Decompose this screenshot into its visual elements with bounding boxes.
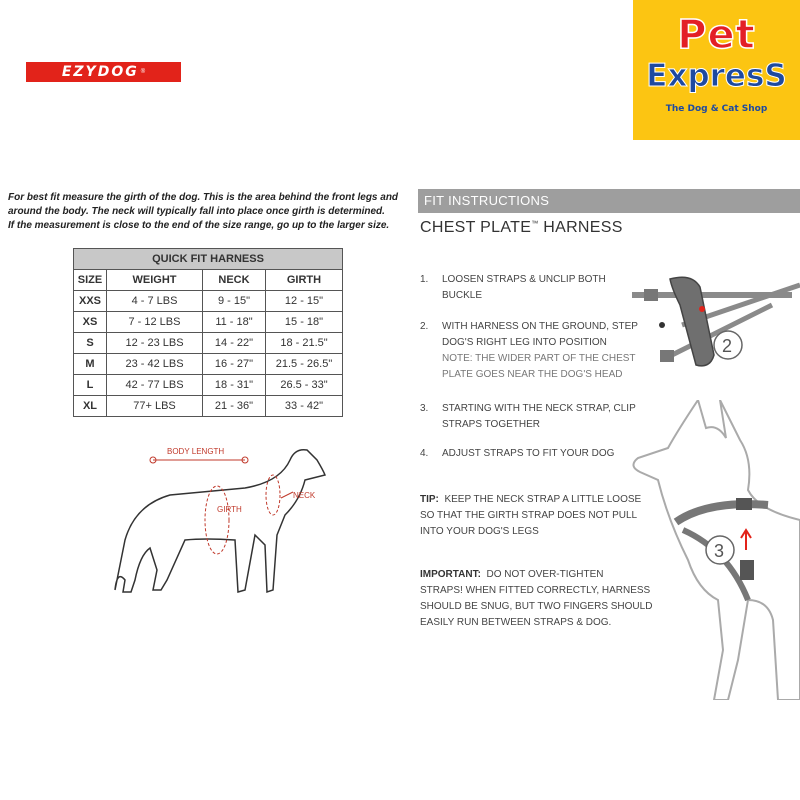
col-header-weight: WEIGHT [107, 270, 203, 291]
cell-neck: 16 - 27" [203, 354, 266, 375]
dog-harness-step3-illustration [628, 400, 800, 700]
cell-weight: 42 - 77 LBS [107, 375, 203, 396]
important-line: EASILY RUN BETWEEN STRAPS & DOG. [420, 617, 612, 628]
fit-instructions-bar [418, 189, 800, 213]
registered-mark: ® [140, 69, 146, 75]
step-line: STARTING WITH THE NECK STRAP, CLIP [442, 403, 636, 414]
step3-badge-number: 3 [714, 541, 725, 561]
step-line: ADJUST STRAPS TO FIT YOUR DOG [442, 448, 615, 459]
step-line: BUCKLE [442, 290, 483, 301]
title-main: CHEST PLATE [420, 219, 532, 236]
important-line: SHOULD BE SNUG, BUT TWO FINGERS SHOULD [420, 601, 653, 612]
step-2 [420, 319, 640, 387]
table-title: QUICK FIT HARNESS [74, 249, 343, 270]
buckle [736, 498, 752, 510]
tip-line: INTO YOUR DOG'S LEGS [420, 526, 539, 537]
cell-size: XL [74, 396, 107, 417]
col-header-neck: NECK [203, 270, 266, 291]
step-line: DOG'S RIGHT LEG INTO POSITION [442, 337, 607, 348]
cell-girth: 33 - 42" [266, 396, 343, 417]
chest-plate-title [420, 219, 623, 237]
important-label: IMPORTANT: [420, 569, 481, 580]
cell-weight: 4 - 7 LBS [107, 291, 203, 312]
cell-girth: 18 - 21.5" [266, 333, 343, 354]
tip-line: KEEP THE NECK STRAP A LITTLE LOOSE [444, 494, 642, 505]
pet-express-badge [633, 0, 800, 140]
cell-neck: 11 - 18" [203, 312, 266, 333]
cell-neck: 18 - 31" [203, 375, 266, 396]
cell-size: S [74, 333, 107, 354]
cell-size: XS [74, 312, 107, 333]
table-row [74, 396, 343, 417]
cell-weight: 12 - 23 LBS [107, 333, 203, 354]
ezydog-logo [26, 62, 181, 82]
tip-text [420, 492, 641, 540]
tip-label: TIP: [420, 494, 439, 505]
intro-line: If the measurement is close to the end of the size range, go up to the larger size. [8, 220, 390, 231]
step-1 [420, 272, 620, 306]
step-number: 2. [420, 321, 429, 332]
girth-label: GIRTH [217, 505, 242, 514]
step-3 [420, 401, 640, 435]
quick-fit-size-table [73, 248, 343, 417]
cell-neck: 21 - 36" [203, 396, 266, 417]
fit-instructions-label: FIT INSTRUCTIONS [424, 193, 550, 208]
col-header-girth: GIRTH [266, 270, 343, 291]
pet-express-name-line2: ExpresS [646, 58, 787, 94]
cell-size: M [74, 354, 107, 375]
table-row [74, 333, 343, 354]
col-header-size: SIZE [74, 270, 107, 291]
dog-outline-left [115, 450, 325, 592]
step-number: 3. [420, 403, 429, 414]
table-row [74, 312, 343, 333]
neck-label: NECK [293, 491, 316, 500]
buckle [644, 289, 658, 301]
cell-weight: 7 - 12 LBS [107, 312, 203, 333]
buckle [740, 560, 754, 580]
table-row [74, 291, 343, 312]
cell-neck: 14 - 22" [203, 333, 266, 354]
important-line: DO NOT OVER-TIGHTEN [486, 569, 604, 580]
title-rest: HARNESS [538, 219, 623, 236]
cell-neck: 9 - 15" [203, 291, 266, 312]
body-length-label: BODY LENGTH [167, 447, 225, 456]
tip-line: SO THAT THE GIRTH STRAP DOES NOT PULL [420, 510, 638, 521]
cell-girth: 21.5 - 26.5" [266, 354, 343, 375]
step-line: STRAPS TOGETHER [442, 419, 540, 430]
step2-badge-number: 2 [722, 336, 733, 356]
cell-size: L [74, 375, 107, 396]
fit-intro-text [8, 191, 416, 233]
intro-line: For best fit measure the girth of the dog. This is the area behind the front legs and [8, 192, 399, 203]
intro-line: around the body. The neck will typically fall into place once girth is determined. [8, 206, 385, 217]
paw-icon [659, 322, 665, 328]
step-line: WITH HARNESS ON THE GROUND, STEP [442, 321, 638, 332]
dog-measurement-diagram [95, 440, 335, 625]
buckle [660, 350, 674, 362]
pet-express-tagline: The Dog & Cat Shop [665, 104, 768, 114]
step-4 [420, 446, 640, 464]
cell-weight: 23 - 42 LBS [107, 354, 203, 375]
step-number: 1. [420, 274, 429, 285]
step-line: LOOSEN STRAPS & UNCLIP BOTH [442, 274, 606, 285]
step-number: 4. [420, 448, 429, 459]
harness-step2-illustration [622, 265, 800, 385]
pet-express-name-line1: Pet [677, 12, 756, 58]
table-row [74, 354, 343, 375]
table-row [74, 375, 343, 396]
paw-icon [699, 306, 705, 312]
step-note-line: NOTE: THE WIDER PART OF THE CHEST [442, 353, 636, 364]
important-text [420, 567, 652, 631]
cell-girth: 26.5 - 33" [266, 375, 343, 396]
important-line: STRAPS! WHEN FITTED CORRECTLY, HARNESS [420, 585, 651, 596]
cell-weight: 77+ LBS [107, 396, 203, 417]
cell-girth: 15 - 18" [266, 312, 343, 333]
ezydog-logo-text: EZYDOG [61, 64, 139, 80]
step-note-line: PLATE GOES NEAR THE DOG'S HEAD [442, 369, 623, 380]
cell-size: XXS [74, 291, 107, 312]
cell-girth: 12 - 15" [266, 291, 343, 312]
trademark-mark: ™ [531, 220, 539, 228]
